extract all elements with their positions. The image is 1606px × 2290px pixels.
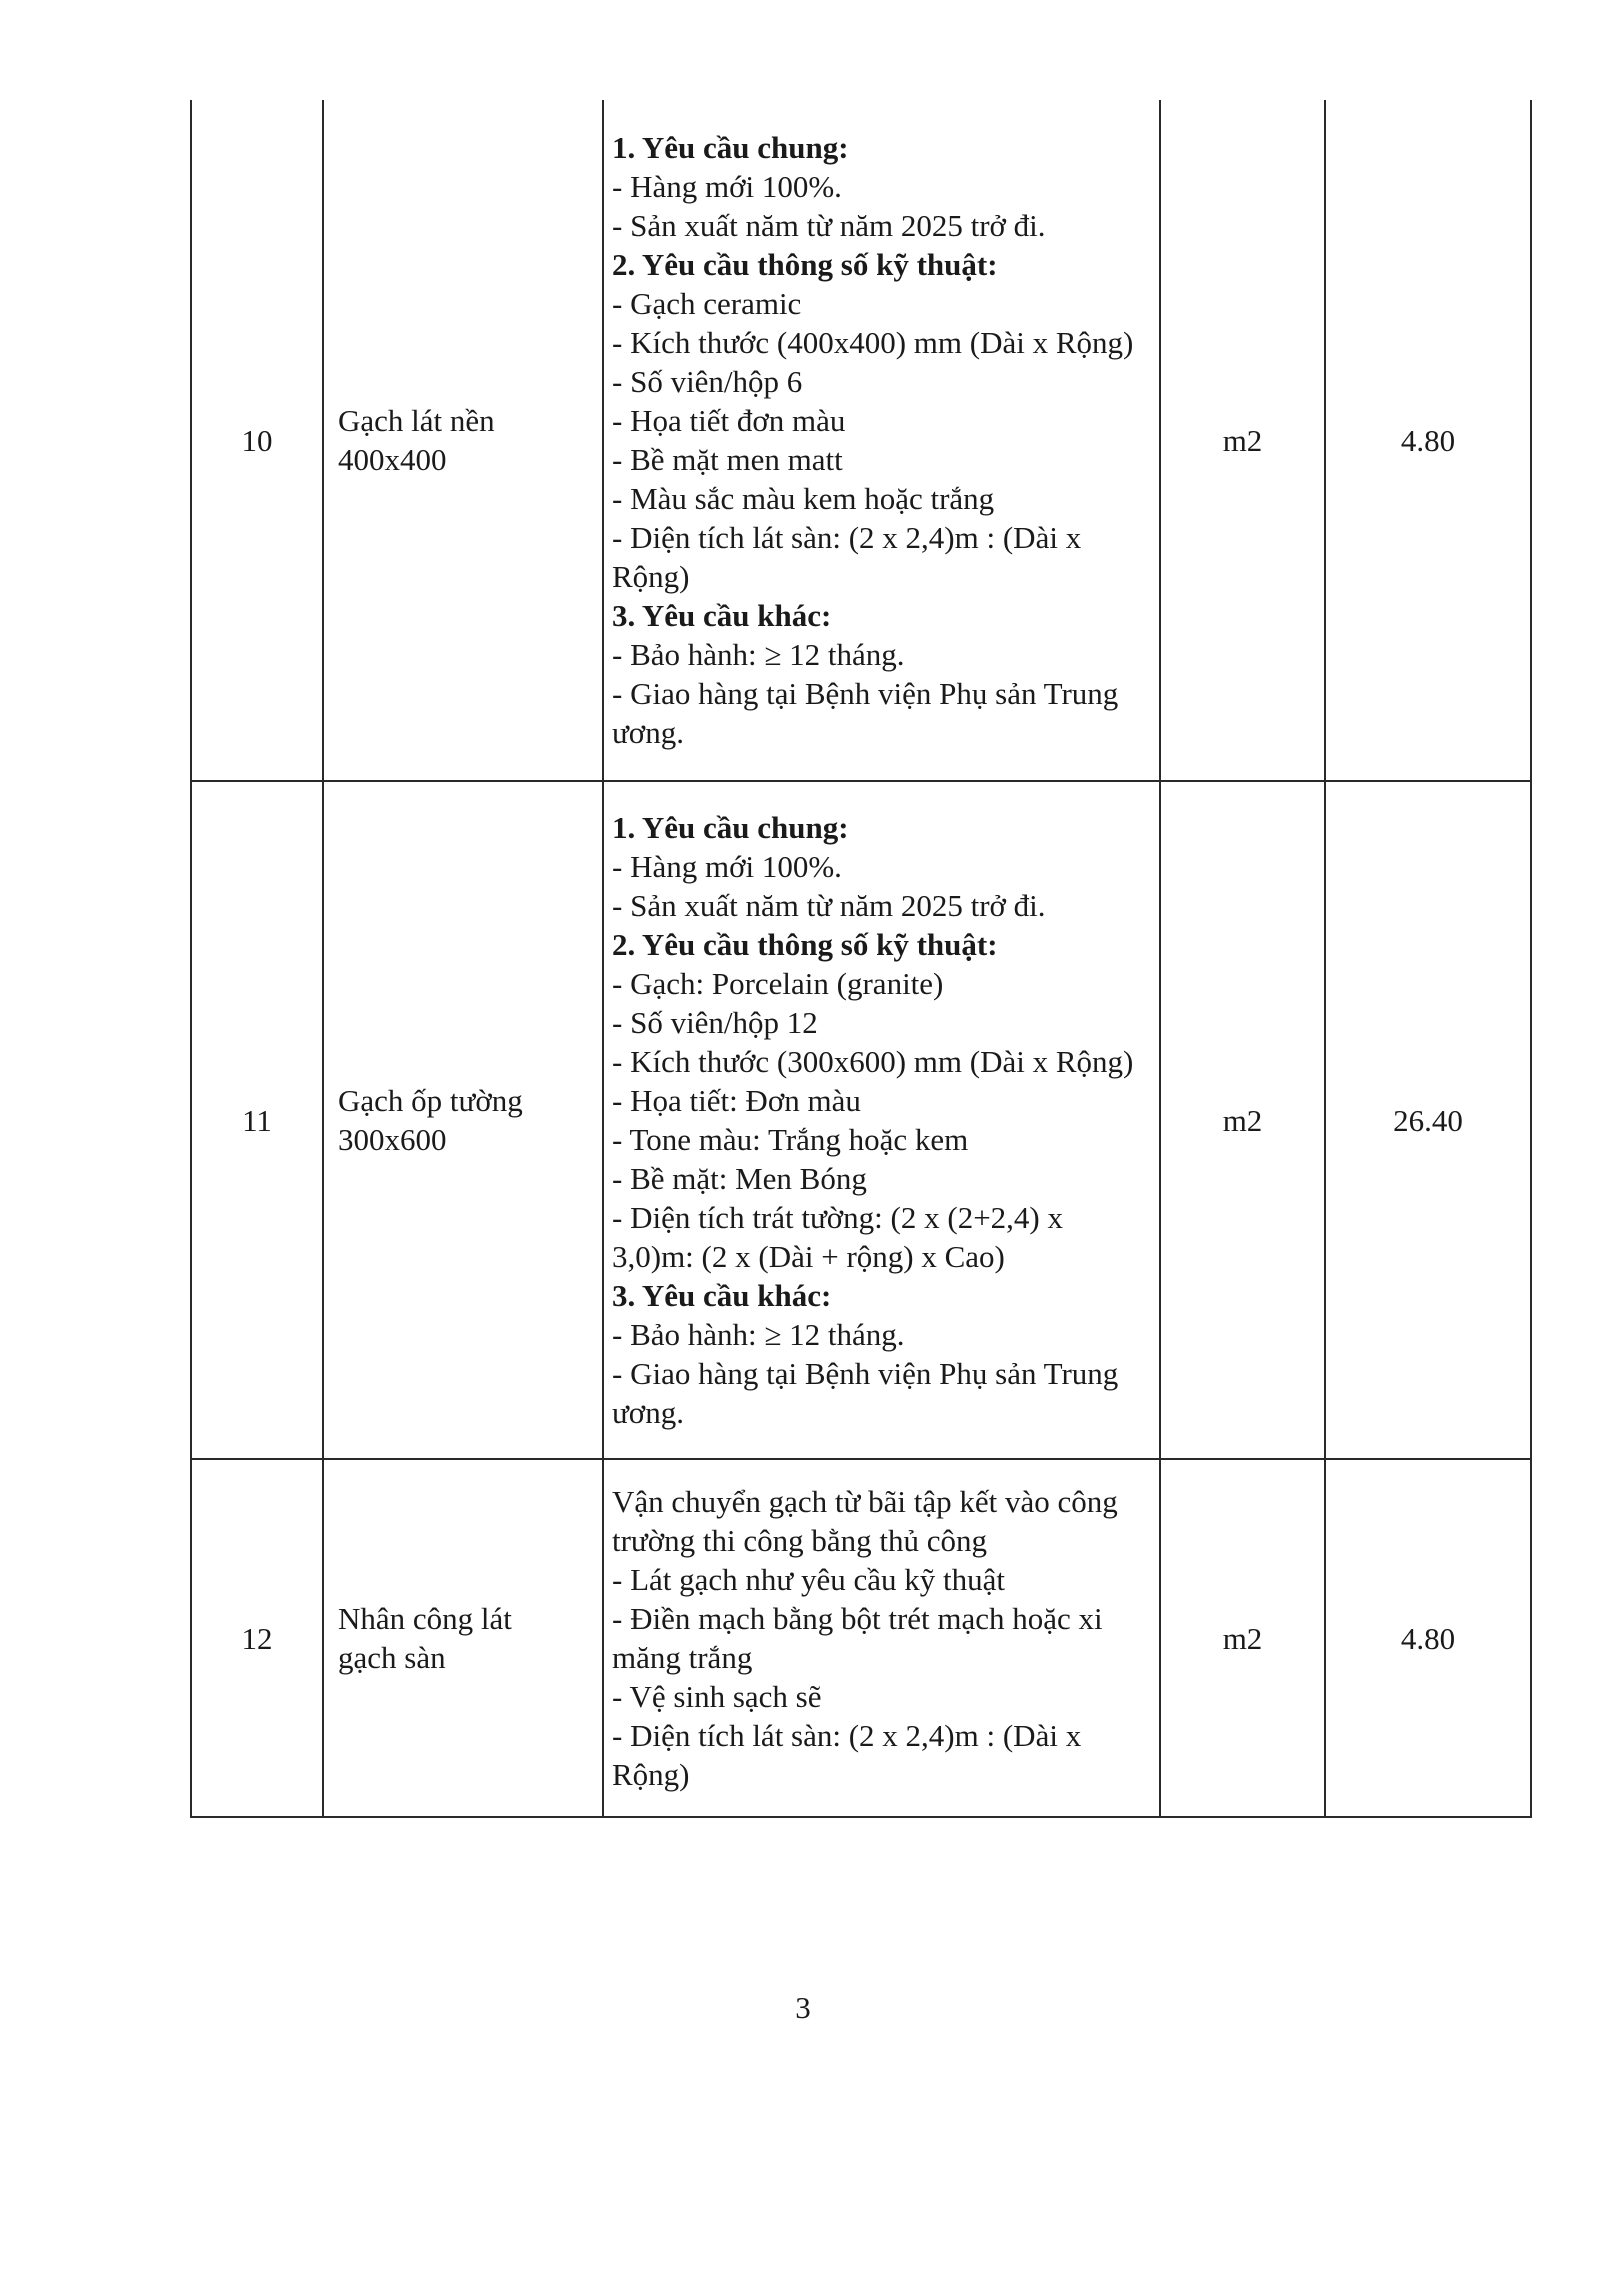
item-name-line: 300x600: [338, 1122, 447, 1157]
specification-table: [190, 100, 1532, 1818]
table-row: [191, 1459, 1531, 1817]
item-name-line: Gạch ốp tường: [338, 1083, 523, 1118]
unit-cell: m2: [1160, 781, 1325, 1459]
specification-line: - Tone màu: Trắng hoặc kem: [612, 1122, 969, 1157]
section-heading: 3. Yêu cầu khác:: [612, 598, 832, 633]
section-heading: 3. Yêu cầu khác:: [612, 1278, 832, 1313]
specification-line: - Diện tích trát tường: (2 x (2+2,4) x 3,0)m: (2 x (Dài + rộng) x Cao): [612, 1200, 1063, 1274]
item-name-line: Gạch lát nền: [338, 403, 495, 438]
specification-cell: [603, 100, 1160, 781]
specification-line: - Bảo hành: ≥ 12 tháng.: [612, 637, 905, 672]
specification-line: - Kích thước (400x400) mm (Dài x Rộng): [612, 325, 1134, 360]
quantity-cell: 4.80: [1325, 1459, 1531, 1817]
item-name-cell: [323, 100, 603, 781]
specification-lines: [612, 808, 1147, 1432]
specification-line: - Sản xuất năm từ năm 2025 trở đi.: [612, 208, 1046, 243]
row-number-cell: 10: [191, 100, 323, 781]
specification-cell: [603, 781, 1160, 1459]
row-number-cell: 11: [191, 781, 323, 1459]
specification-line: - Vệ sinh sạch sẽ: [612, 1679, 822, 1714]
specification-line: - Điền mạch bằng bột trét mạch hoặc xi măng trắng: [612, 1601, 1103, 1675]
specification-line: - Giao hàng tại Bệnh viện Phụ sản Trung ương.: [612, 1356, 1119, 1430]
section-heading: 1. Yêu cầu chung:: [612, 130, 849, 165]
specification-line: - Họa tiết đơn màu: [612, 403, 846, 438]
unit-cell: m2: [1160, 100, 1325, 781]
specification-line: Vận chuyển gạch từ bãi tập kết vào công trường thi công bằng thủ công: [612, 1484, 1118, 1558]
table-row: [191, 781, 1531, 1459]
specification-lines: [612, 128, 1147, 752]
item-name-line: gạch sàn: [338, 1640, 446, 1675]
section-heading: 1. Yêu cầu chung:: [612, 810, 849, 845]
section-heading: 2. Yêu cầu thông số kỹ thuật:: [612, 927, 998, 962]
specification-line: - Diện tích lát sàn: (2 x 2,4)m : (Dài x Rộng): [612, 1718, 1082, 1792]
quantity-cell: 4.80: [1325, 100, 1531, 781]
specification-line: - Hàng mới 100%.: [612, 169, 842, 204]
specification-line: - Gạch ceramic: [612, 286, 802, 321]
specification-line: - Bảo hành: ≥ 12 tháng.: [612, 1317, 905, 1352]
specification-line: - Họa tiết: Đơn màu: [612, 1083, 861, 1118]
specification-line: - Bề mặt: Men Bóng: [612, 1161, 867, 1196]
row-number-cell: 12: [191, 1459, 323, 1817]
section-heading: 2. Yêu cầu thông số kỹ thuật:: [612, 247, 998, 282]
item-name-line: 400x400: [338, 442, 447, 477]
unit-cell: m2: [1160, 1459, 1325, 1817]
specification-line: - Giao hàng tại Bệnh viện Phụ sản Trung ương.: [612, 676, 1119, 750]
specification-line: - Số viên/hộp 12: [612, 1005, 818, 1040]
specification-line: - Sản xuất năm từ năm 2025 trở đi.: [612, 888, 1046, 923]
specification-line: - Kích thước (300x600) mm (Dài x Rộng): [612, 1044, 1134, 1079]
specification-line: - Số viên/hộp 6: [612, 364, 803, 399]
item-name-line: Nhân công lát: [338, 1601, 512, 1636]
specification-cell: [603, 1459, 1160, 1817]
specification-line: - Bề mặt men matt: [612, 442, 843, 477]
specification-line: - Gạch: Porcelain (granite): [612, 966, 944, 1001]
item-name-cell: [323, 781, 603, 1459]
page-number: 3: [795, 1990, 811, 2025]
item-name-cell: [323, 1459, 603, 1817]
specification-line: - Lát gạch như yêu cầu kỹ thuật: [612, 1562, 1005, 1597]
quantity-cell: 26.40: [1325, 781, 1531, 1459]
specification-line: - Màu sắc màu kem hoặc trắng: [612, 481, 995, 516]
specification-line: - Diện tích lát sàn: (2 x 2,4)m : (Dài x Rộng): [612, 520, 1082, 594]
specification-line: - Hàng mới 100%.: [612, 849, 842, 884]
table-row: [191, 100, 1531, 781]
specification-lines: [612, 1482, 1147, 1794]
